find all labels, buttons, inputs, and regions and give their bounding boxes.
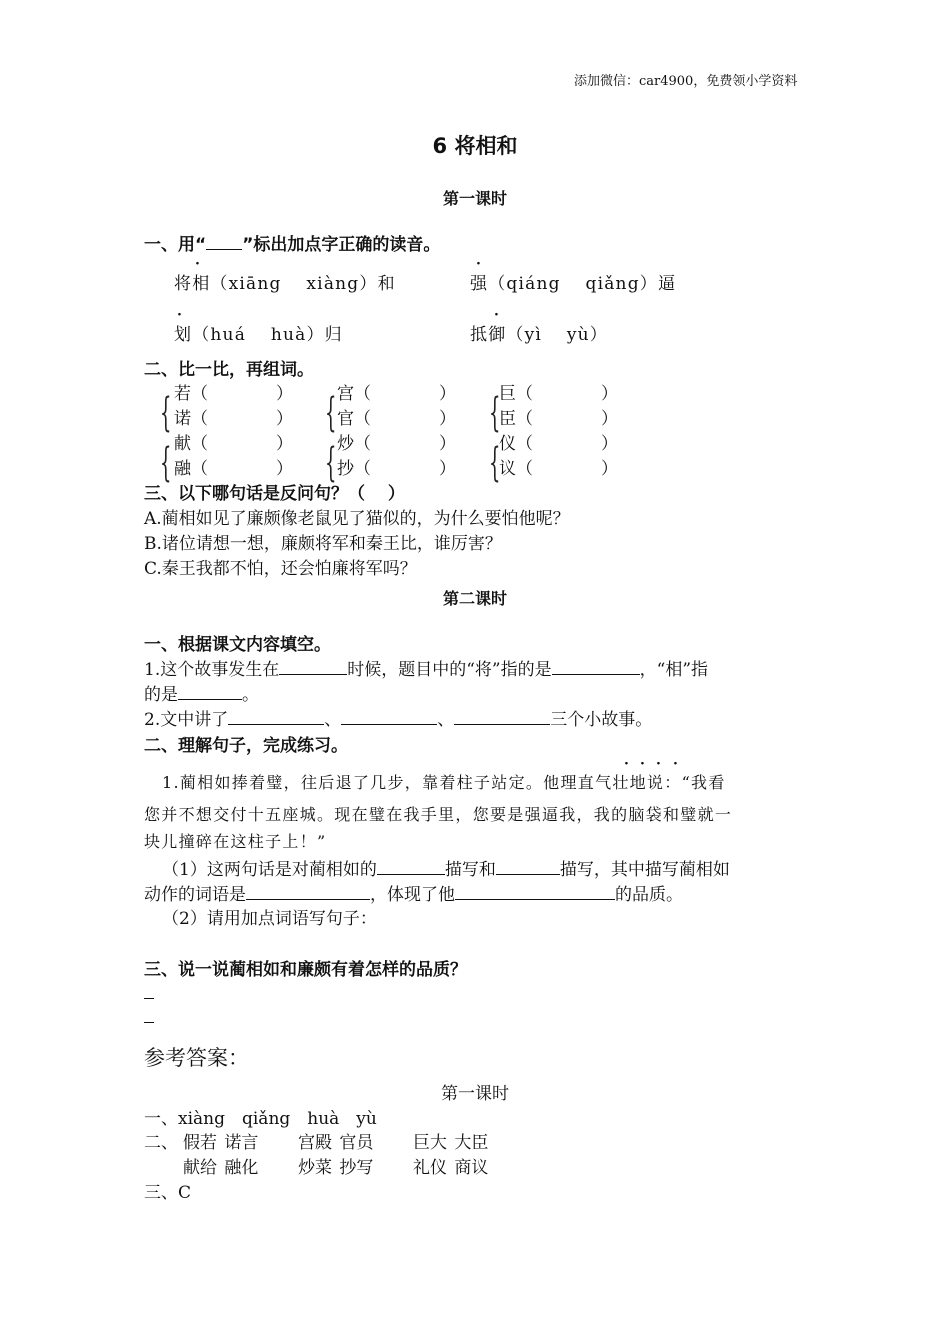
text: 时候，题目中的“将”指的是	[347, 660, 552, 680]
answer-3: 三、C	[144, 1183, 192, 1203]
text: 的品质。	[615, 885, 683, 905]
text: 描写和	[444, 860, 496, 880]
blank	[279, 657, 347, 675]
l2-q2-passage: 块儿撞碎在这柱子上！”	[144, 832, 327, 851]
emphasis-dot: ·	[656, 756, 661, 772]
l1-q3-option: A.蔺相如见了廉颇像老鼠见了猫似的，为什么要怕他呢？	[144, 509, 570, 529]
l2-q2-passage: 您并不想交付十五座城。现在璧在我手里，您要是强逼我，我的脑袋和璧就一	[144, 805, 733, 824]
l1-q2-item: 若（ ）	[174, 384, 293, 404]
text: ，体现了他	[370, 885, 455, 905]
l1-q1-row1-left: 将相（xiāng xiàng）和	[174, 274, 396, 294]
l2-q3-title: 三、说一说蔺相如和廉颇有着怎样的品质？	[144, 960, 467, 980]
text: 1.这个故事发生在	[144, 660, 280, 680]
emphasis-dot: ·	[640, 756, 645, 772]
emphasis-dot: ·	[177, 307, 182, 323]
l1-q1-row2-right: 抵御（yì yù）	[470, 325, 608, 345]
l1-q2-item: 诺（ ）	[174, 409, 293, 429]
text: 。	[242, 685, 259, 705]
l1-q1-row2-left: 划（huá huà）归	[174, 325, 343, 345]
l1-q1-title-pre: 一、用“	[144, 235, 207, 255]
blank	[246, 882, 370, 900]
l1-q2-item: 官（ ）	[337, 409, 456, 429]
l2-q1-line3	[144, 705, 652, 730]
text: 2.文中讲了	[144, 710, 229, 730]
blank	[552, 657, 640, 675]
brace: {	[489, 390, 501, 436]
l2-q1-line1	[144, 655, 708, 680]
blank	[377, 857, 445, 875]
l2-q1-line2	[144, 680, 259, 705]
lesson1-heading: 第一课时	[442, 189, 507, 208]
text: 三个小故事。	[550, 710, 653, 730]
emphasis-dot: ·	[673, 756, 678, 772]
blank	[455, 882, 615, 900]
l2-q2-sub2: （2）请用加点词语写句子：	[162, 909, 377, 929]
l1-q2-item: 抄（ ）	[337, 459, 456, 479]
watermark: 添加微信：car4900，免费领小学资料	[574, 74, 798, 89]
l1-q2-item: 融（ ）	[174, 459, 293, 479]
l1-q3-option: C.秦王我都不怕，还会怕廉将军吗？	[144, 559, 417, 579]
l1-q2-item: 议（ ）	[499, 459, 618, 479]
answers-heading: 第一课时	[441, 1084, 509, 1104]
page-title: 6 将相和	[432, 134, 518, 158]
l2-q2-passage: 1.蔺相如捧着璧，往后退了几步，靠着柱子站定。他理直气壮地说：“我看	[162, 773, 726, 792]
l1-q1-title	[144, 230, 440, 255]
answer-2-item: 假若 诺言	[183, 1133, 259, 1153]
text: （1）这两句话是对蔺相如的	[162, 860, 377, 880]
blank	[228, 707, 324, 725]
underline-marker	[206, 234, 242, 250]
answer-2-label: 二、	[144, 1133, 178, 1153]
text: ，“相”指	[639, 660, 709, 680]
text: 、	[324, 710, 342, 730]
blank	[496, 857, 560, 875]
answer-1: 一、xiàng qiǎng huà yù	[144, 1109, 377, 1129]
emphasis-dot: ·	[195, 256, 200, 272]
l2-q2-sub1	[162, 855, 730, 880]
l1-q2-item: 炒（ ）	[337, 434, 456, 454]
l1-q1-title-post: ”标出加点字正确的读音。	[242, 235, 441, 255]
l1-q3-title: 三、以下哪句话是反问句？（ ）	[144, 484, 405, 504]
blank	[341, 707, 437, 725]
answer-2-item: 献给 融化	[183, 1158, 259, 1178]
emphasis-dot: ·	[624, 756, 629, 772]
answers-title: 参考答案：	[144, 1046, 249, 1070]
text: 描写，其中描写蔺相如	[559, 860, 730, 880]
emphasis-dot: ·	[494, 307, 499, 323]
brace: {	[325, 440, 337, 486]
l1-q2-item: 巨（ ）	[499, 384, 618, 404]
brace: {	[489, 440, 501, 486]
emphasis-dot: ·	[476, 256, 481, 272]
answer-2-item: 礼仪 商议	[413, 1158, 489, 1178]
text: 的是	[144, 685, 178, 705]
blank	[454, 707, 550, 725]
l1-q2-item: 献（ ）	[174, 434, 293, 454]
l1-q2-item: 宫（ ）	[337, 384, 456, 404]
l2-q2-sub1-cont	[144, 880, 683, 905]
l1-q3-option: B.诸位请想一想，廉颇将军和秦王比，谁厉害？	[144, 534, 502, 554]
text: 动作的词语是	[144, 885, 246, 905]
brace: {	[160, 390, 172, 436]
answer-2-item: 巨大 大臣	[413, 1133, 489, 1153]
answer-2-item: 宫殿 官员	[298, 1133, 374, 1153]
lesson2-heading: 第二课时	[442, 589, 507, 608]
text: 、	[437, 710, 455, 730]
l1-q2-item: 臣（ ）	[499, 409, 618, 429]
l1-q1-row1-right: 强（qiáng qiǎng）逼	[470, 274, 677, 294]
answer-2-item: 炒菜 抄写	[298, 1158, 374, 1178]
blank	[178, 682, 242, 700]
answer-line	[144, 1022, 154, 1023]
answer-line	[144, 998, 154, 999]
brace: {	[160, 440, 172, 486]
l2-q2-title: 二、理解句子，完成练习。	[144, 736, 348, 756]
l1-q2-title: 二、比一比，再组词。	[144, 360, 314, 380]
l2-q1-title: 一、根据课文内容填空。	[144, 635, 331, 655]
l1-q2-item: 仪（ ）	[499, 434, 618, 454]
brace: {	[325, 390, 337, 436]
